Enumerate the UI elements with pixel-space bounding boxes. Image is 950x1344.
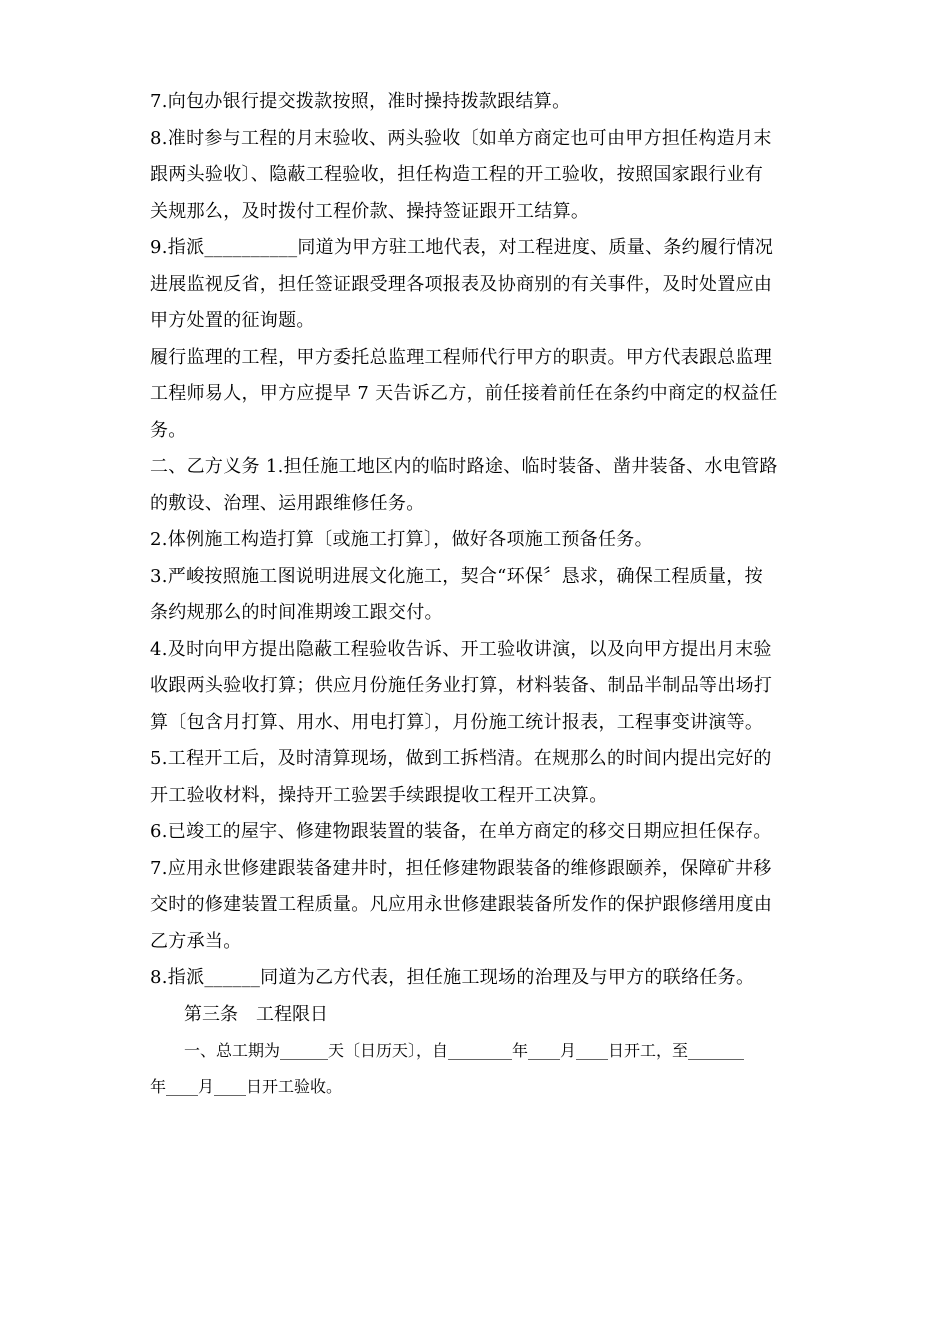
clause-line: 年____月____日开工验收。 [150, 1076, 343, 1096]
text-line: 履行监理的工程，甲方委托总监理工程师代行甲方的职责。甲方代表跟总监理 [150, 346, 773, 368]
text-line: 算〔包含月打算、用水、用电打算〕，月份施工统计报表，工程事变讲演等。 [150, 711, 764, 733]
text-line: 进展监视反省，担任签证跟受理各项报表及协商别的有关事件，及时处置应由 [150, 273, 773, 295]
text-line: 开工验收材料，操持开工验罢手续跟提收工程开工决算。 [150, 784, 608, 806]
text-line: 3.严峻按照施工图说明进展文化施工，契合“环保〞恳求，确保工程质量，按 [150, 565, 763, 587]
text-line: 8.指派______同道为乙方代表，担任施工现场的治理及与甲方的联络任务。 [150, 967, 755, 988]
clause-line: 一、总工期为______天〔日历天〕，自________年____月____日开工，至_______ [184, 1040, 745, 1060]
text-line: 条约规那么的时间准期竣工跟交付。 [150, 602, 443, 623]
text-line: 2.体例施工构造打算〔或施工打算〕，做好各项施工预备任务。 [150, 529, 653, 550]
section-heading-number: 第三条 [184, 1003, 238, 1025]
text-line: 5.工程开工后，及时清算现场，做到工拆档清。在规那么的时间内提出完好的 [150, 748, 772, 769]
text-line: 9.指派__________同道为甲方驻工地代表，对工程进度、质量、条约履行情况 [150, 237, 774, 258]
text-line: 4.及时向甲方提出隐蔽工程验收告诉、开工验收讲演，以及向甲方提出月末验 [150, 638, 772, 660]
text-line: 务。 [150, 419, 187, 441]
text-line: 的敷设、治理、运用跟维修任务。 [150, 492, 425, 514]
text-line: 交时的修建装置工程质量。凡应用永世修建跟装备所发作的保护跟修缮用度由 [150, 894, 773, 915]
text-line: 工程师易人，甲方应提早 7 天告诉乙方，前任接着前任在条约中商定的权益任 [150, 383, 778, 404]
text-line: 8.准时参与工程的月末验收、两头验收〔如单方商定也可由甲方担任构造月末 [150, 127, 772, 149]
document-body [150, 84, 804, 1105]
section-heading-title: 工程限日 [256, 1003, 328, 1025]
text-line: 二、乙方义务 1.担任施工地区内的临时路途、临时装备、凿井装备、水电管路 [150, 456, 778, 477]
text-line: 甲方处置的征询题。 [150, 310, 315, 331]
text-line: 乙方承当。 [150, 930, 242, 952]
text-line: 6.已竣工的屋宇、修建物跟装置的装备，在单方商定的移交日期应担任保存。 [150, 821, 772, 842]
text-line: 跟两头验收〕、隐蔽工程验收，担任构造工程的开工验收，按照国家跟行业有 [150, 164, 764, 185]
text-line: 收跟两头验收打算；供应月份施任务业打算，材料装备、制品半制品等出场打 [150, 675, 773, 696]
text-line: 关规那么，及时拨付工程价款、操持签证跟开工结算。 [150, 200, 590, 222]
text-line: 7.向包办银行提交拨款按照，准时操持拨款跟结算。 [150, 91, 571, 112]
text-line: 7.应用永世修建跟装备建井时，担任修建物跟装备的维修跟颐养，保障矿井移 [150, 857, 772, 879]
section-heading [150, 997, 804, 1033]
